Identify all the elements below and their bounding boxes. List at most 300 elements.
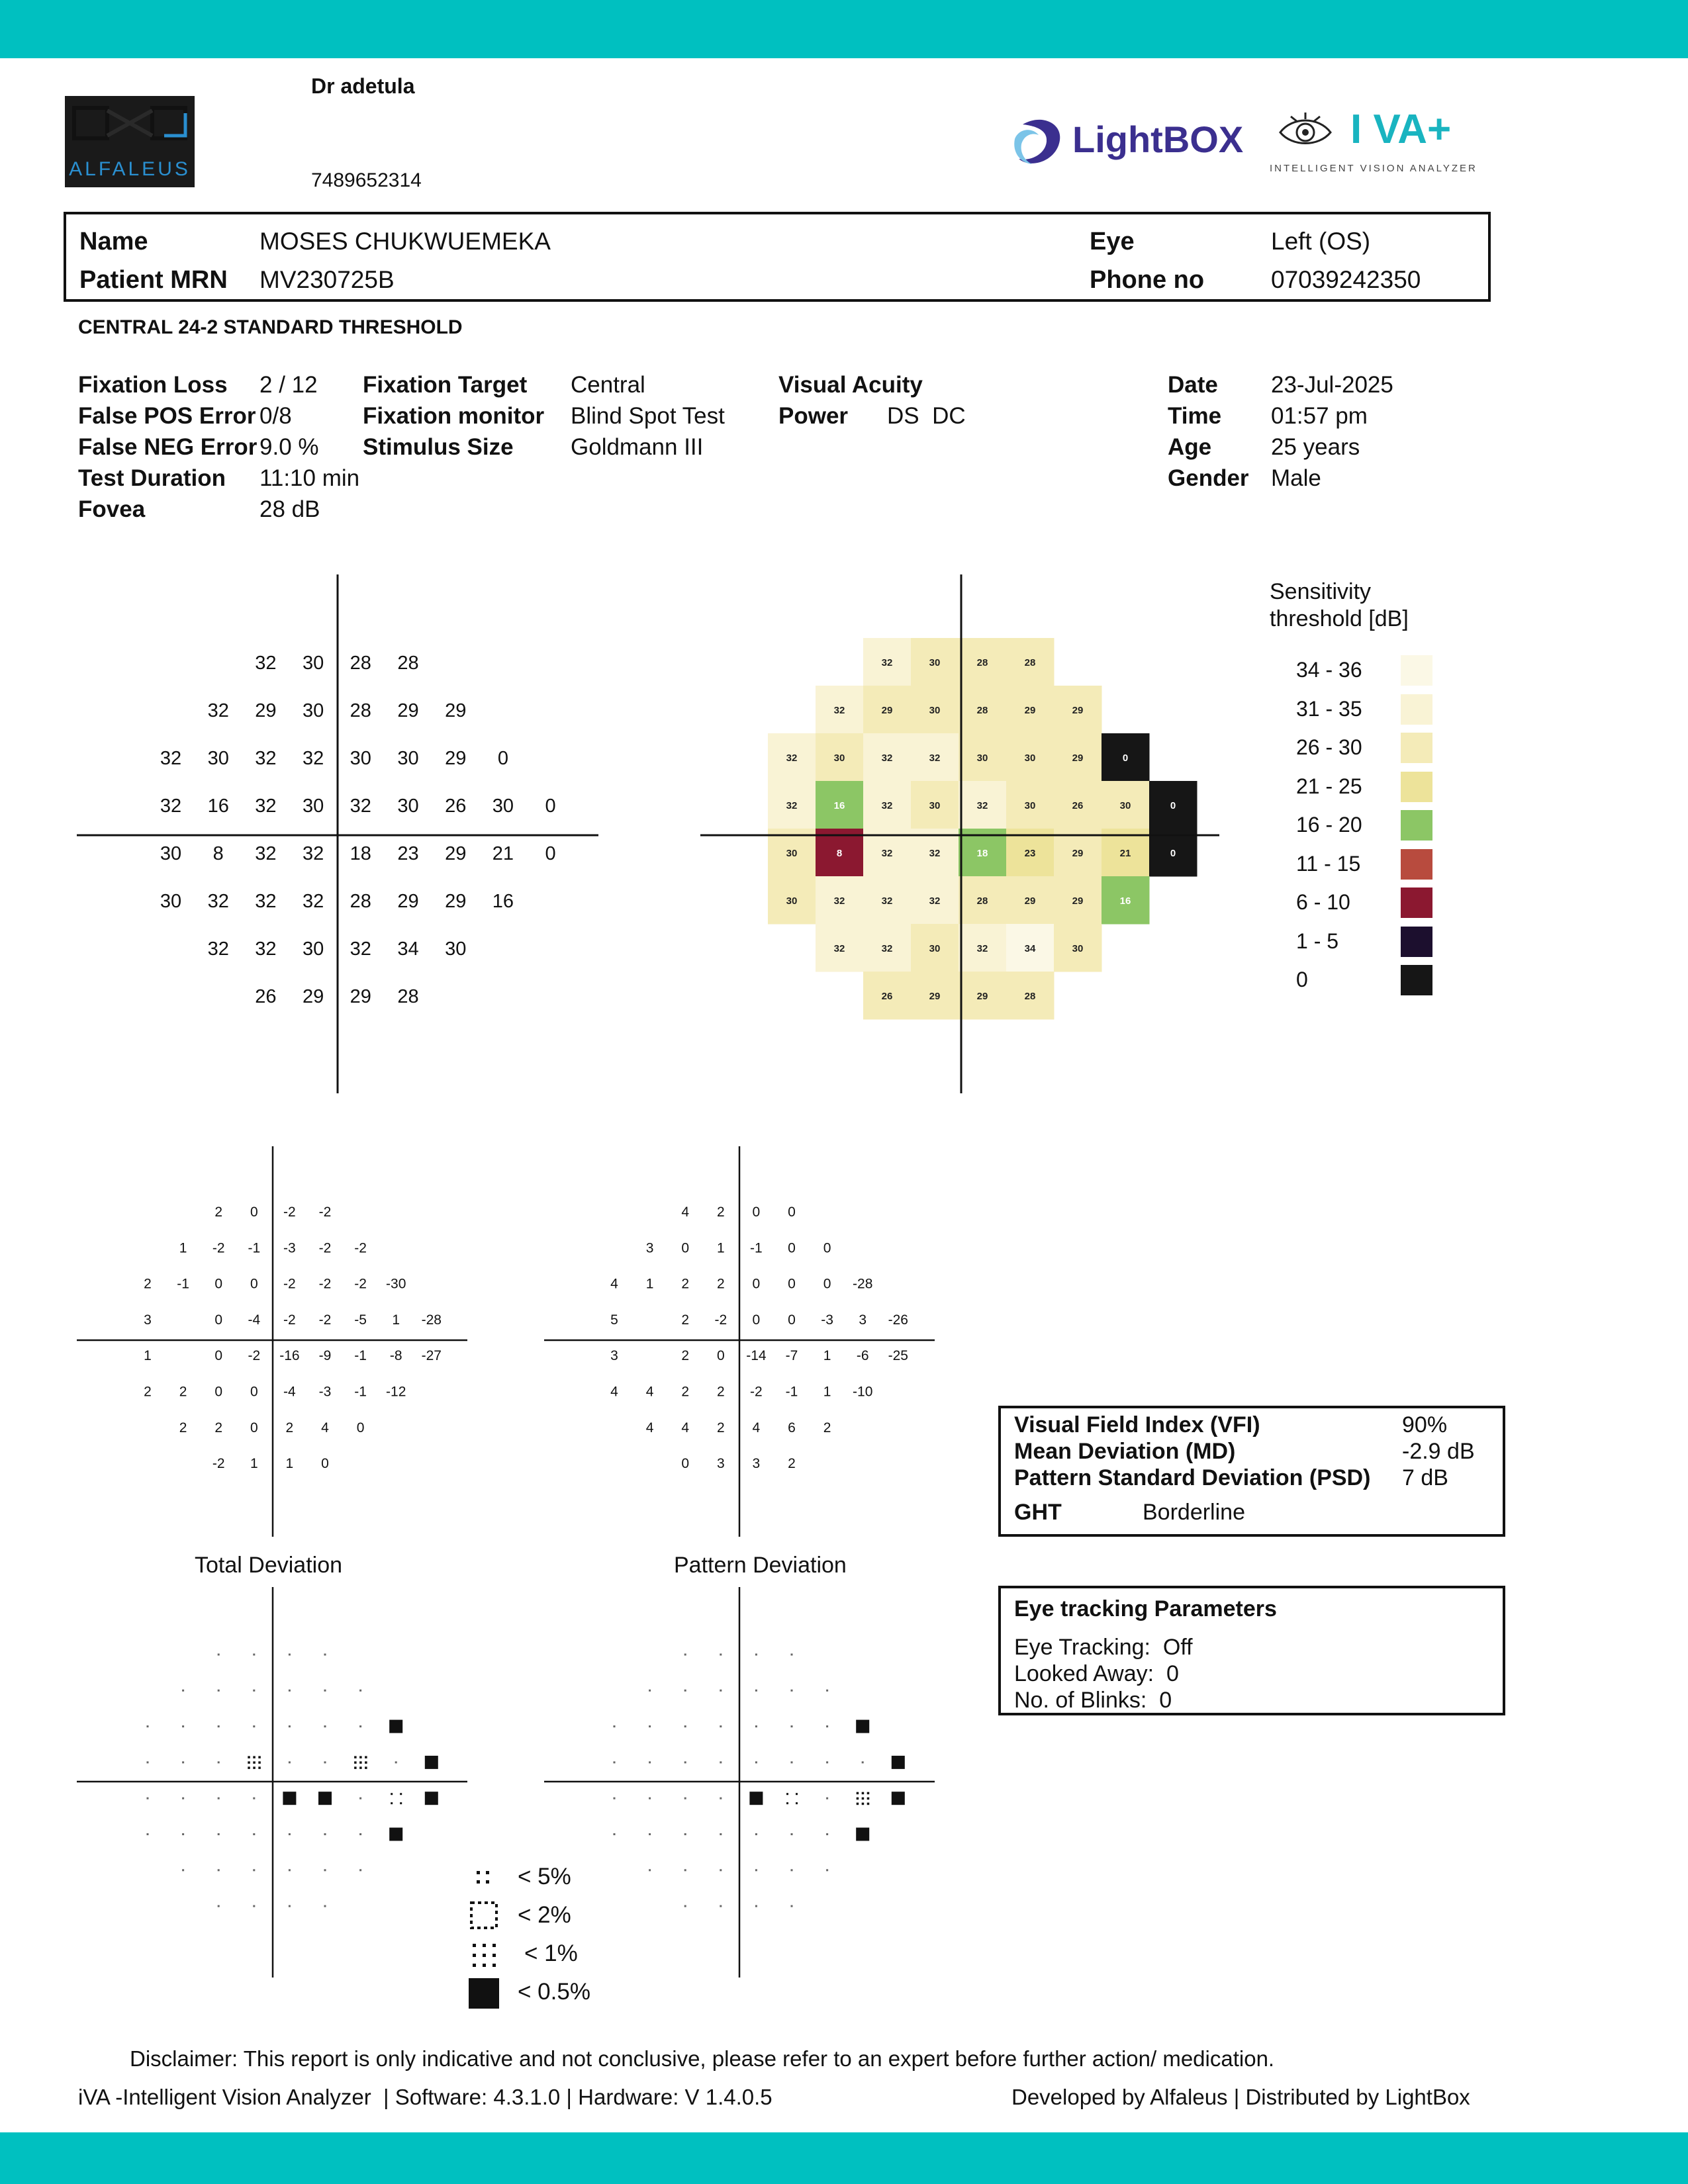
deviation-value: -10 — [853, 1384, 873, 1400]
deviation-value: -4 — [283, 1384, 296, 1400]
prob-1-symbol — [248, 1756, 261, 1769]
prob-legend-1-icon — [473, 1944, 496, 1967]
threshold-value: 32 — [207, 891, 229, 912]
deviation-value: 2 — [788, 1456, 796, 1472]
threshold-value: 32 — [302, 891, 324, 912]
deviation-value: 0 — [250, 1420, 258, 1435]
prob-dot — [324, 1905, 326, 1907]
prob-dot — [755, 1690, 757, 1692]
prob-dot — [147, 1833, 149, 1835]
gender-value: Male — [1271, 465, 1321, 491]
heatmap-value: 30 — [929, 943, 941, 954]
deviation-value: 6 — [788, 1420, 796, 1435]
heatmap-value: 26 — [1072, 800, 1084, 811]
prob-dot — [755, 1905, 757, 1907]
deviation-value: -2 — [283, 1276, 296, 1292]
deviation-value: 4 — [681, 1205, 690, 1220]
deviation-value: -2 — [318, 1276, 332, 1292]
prob-dot — [826, 1690, 828, 1692]
threshold-value: 32 — [160, 748, 182, 769]
looked-away: Looked Away: 0 — [1014, 1661, 1179, 1686]
deviation-value: 2 — [214, 1420, 223, 1435]
patient-mrn: MV230725B — [259, 266, 395, 293]
prob-dot — [826, 1761, 828, 1763]
ght-value: Borderline — [1143, 1500, 1245, 1525]
threshold-value: 30 — [302, 796, 324, 817]
prob-dot — [684, 1869, 686, 1871]
deviation-value: -3 — [283, 1240, 296, 1256]
threshold-value: 32 — [302, 843, 324, 864]
threshold-value: 29 — [350, 986, 371, 1007]
deviation-value: 0 — [788, 1205, 796, 1220]
prob-dot — [218, 1761, 220, 1763]
deviation-value: 0 — [681, 1456, 690, 1472]
deviation-value: 0 — [752, 1205, 761, 1220]
heatmap-value: 32 — [976, 943, 988, 954]
prob-dot — [826, 1869, 828, 1871]
deviation-value: 2 — [716, 1384, 725, 1400]
deviation-value: 2 — [214, 1205, 223, 1220]
name-label: Name — [79, 228, 148, 255]
prob-dot — [182, 1797, 184, 1799]
prob-dot — [182, 1833, 184, 1835]
prob-dot — [649, 1797, 651, 1799]
deviation-value: -2 — [354, 1240, 367, 1256]
heatmap-value: 21 — [1119, 848, 1131, 859]
fixation-loss-label: Fixation Loss — [78, 372, 228, 398]
heatmap-value: 29 — [881, 705, 893, 716]
prob-dot — [791, 1690, 793, 1692]
fixation-target-label: Fixation Target — [363, 372, 528, 398]
prob-legend-2: < 2% — [518, 1902, 571, 1928]
heatmap-value: 29 — [1072, 848, 1084, 859]
threshold-value: 32 — [350, 796, 371, 817]
threshold-value: 32 — [255, 653, 277, 674]
deviation-value: 1 — [285, 1456, 294, 1472]
heatmap-value: 29 — [1024, 705, 1036, 716]
prob-dot — [253, 1833, 255, 1835]
deviation-value: 0 — [681, 1240, 690, 1256]
threshold-value: 29 — [445, 748, 467, 769]
prob-dot — [359, 1725, 361, 1727]
threshold-value: 18 — [350, 843, 371, 864]
deviation-value: -1 — [248, 1240, 261, 1256]
legend-label: 11 - 15 — [1296, 851, 1361, 876]
threshold-value: 23 — [397, 843, 419, 864]
heatmap-value: 30 — [786, 895, 798, 907]
time-value: 01:57 pm — [1271, 403, 1368, 429]
heatmap-value: 30 — [929, 657, 941, 668]
threshold-value: 32 — [255, 938, 277, 960]
threshold-value: 29 — [445, 843, 467, 864]
deviation-value: 2 — [716, 1420, 725, 1435]
deviation-value: 4 — [752, 1420, 761, 1435]
deviation-value: 0 — [823, 1276, 831, 1292]
prob-1-symbol — [354, 1756, 367, 1769]
alfaleus-logo-text: ALFALEUS — [69, 158, 191, 180]
threshold-value: 32 — [350, 938, 371, 960]
prob-dot — [289, 1654, 291, 1656]
prob-dot — [395, 1761, 397, 1763]
prob-dot — [218, 1869, 220, 1871]
deviation-value: -4 — [248, 1312, 261, 1328]
heatmap-value: 30 — [929, 705, 941, 716]
prob-dot — [182, 1725, 184, 1727]
prob-dot — [755, 1654, 757, 1656]
deviation-value: 2 — [144, 1384, 152, 1400]
deviation-value: 0 — [356, 1420, 365, 1435]
deviation-value: -2 — [283, 1312, 296, 1328]
threshold-value: 32 — [207, 938, 229, 960]
heatmap-value: 16 — [1119, 895, 1131, 907]
deviation-value: 0 — [214, 1384, 223, 1400]
mrn-label: Patient MRN — [79, 266, 228, 294]
prob-dot — [684, 1905, 686, 1907]
prob-dot — [359, 1833, 361, 1835]
heatmap-value: 32 — [929, 895, 941, 907]
prob-dot — [791, 1833, 793, 1835]
pattern-deviation-caption: Pattern Deviation — [674, 1553, 847, 1578]
deviation-value: -2 — [248, 1348, 261, 1364]
patient-name: MOSES CHUKWUEMEKA — [259, 228, 551, 255]
deviation-value: 0 — [214, 1348, 223, 1364]
doctor-phone: 7489652314 — [311, 169, 422, 191]
threshold-value: 29 — [397, 700, 419, 721]
prob-dot — [218, 1797, 220, 1799]
deviation-value: 4 — [645, 1420, 654, 1435]
prob-05-square — [856, 1720, 869, 1733]
prob-05-square — [425, 1756, 438, 1769]
threshold-value: 0 — [497, 748, 508, 769]
threshold-value: 8 — [212, 843, 224, 864]
false-neg-label: False NEG Error — [78, 434, 258, 460]
legend-label: 6 - 10 — [1296, 890, 1350, 914]
heatmap-value: 30 — [1119, 800, 1131, 811]
deviation-value: -1 — [354, 1348, 367, 1364]
deviation-value: -28 — [421, 1312, 442, 1328]
threshold-value: 30 — [302, 653, 324, 674]
prob-dot — [720, 1797, 722, 1799]
prob-dot — [218, 1690, 220, 1692]
deviation-value: 1 — [250, 1456, 258, 1472]
deviation-value: -16 — [279, 1348, 300, 1364]
global-indices-box — [998, 1406, 1505, 1537]
stimulus-value: Goldmann III — [571, 434, 704, 460]
prob-dot — [324, 1761, 326, 1763]
deviation-value: 0 — [250, 1205, 258, 1220]
duration-label: Test Duration — [78, 465, 226, 491]
heatmap-value: 23 — [1024, 848, 1036, 859]
prob-dot — [289, 1761, 291, 1763]
prob-dot — [826, 1797, 828, 1799]
deviation-value: -2 — [354, 1276, 367, 1292]
eye-label: Eye — [1090, 228, 1135, 255]
legend-label: 26 - 30 — [1296, 735, 1362, 759]
deviation-value: -14 — [746, 1348, 767, 1364]
deviation-value: -12 — [386, 1384, 406, 1400]
deviation-value: 3 — [645, 1240, 654, 1256]
prob-5-symbol — [786, 1793, 798, 1804]
deviation-value: -1 — [785, 1384, 798, 1400]
heatmap-value: 30 — [786, 848, 798, 859]
threshold-value: 28 — [350, 700, 371, 721]
prob-05-square — [389, 1828, 402, 1841]
stimulus-label: Stimulus Size — [363, 434, 514, 460]
threshold-value: 30 — [397, 748, 419, 769]
eye-tracking-box — [998, 1586, 1505, 1715]
threshold-value: 32 — [207, 700, 229, 721]
prob-dot — [614, 1761, 616, 1763]
legend-label: 0 — [1296, 968, 1308, 991]
prob-dot — [182, 1869, 184, 1871]
lightbox-logo: LightBOX — [1072, 118, 1244, 160]
deviation-value: 2 — [681, 1348, 690, 1364]
prob-dot — [182, 1690, 184, 1692]
prob-dot — [147, 1725, 149, 1727]
threshold-value: 30 — [445, 938, 467, 960]
deviation-value: -9 — [318, 1348, 332, 1364]
blinks: No. of Blinks: 0 — [1014, 1688, 1172, 1713]
prob-dot — [720, 1690, 722, 1692]
deviation-value: 2 — [716, 1276, 725, 1292]
prob-dot — [324, 1690, 326, 1692]
prob-dot — [862, 1761, 864, 1763]
power-value: DS DC — [887, 403, 966, 429]
prob-dot — [359, 1690, 361, 1692]
deviation-value: -3 — [821, 1312, 833, 1328]
heatmap-value: 32 — [833, 705, 845, 716]
prob-legend-5-icon — [477, 1871, 489, 1884]
legend-label: 21 - 25 — [1296, 774, 1362, 798]
heatmap-value: 32 — [929, 752, 941, 764]
heatmap-value: 29 — [1024, 895, 1036, 907]
prob-dot — [720, 1725, 722, 1727]
prob-dot — [359, 1797, 361, 1799]
visual-acuity-label: Visual Acuity — [778, 372, 923, 398]
deviation-value: -27 — [421, 1348, 442, 1364]
deviation-value: 3 — [144, 1312, 152, 1328]
prob-5-symbol — [391, 1793, 402, 1804]
deviation-value: -1 — [750, 1240, 763, 1256]
deviation-value: 4 — [610, 1384, 618, 1400]
prob-dot — [253, 1869, 255, 1871]
prob-dot — [791, 1761, 793, 1763]
prob-dot — [289, 1869, 291, 1871]
prob-dot — [649, 1690, 651, 1692]
prob-dot — [720, 1761, 722, 1763]
deviation-value: -2 — [283, 1205, 296, 1220]
deviation-value: 3 — [610, 1348, 618, 1364]
prob-dot — [182, 1761, 184, 1763]
prob-dot — [253, 1905, 255, 1907]
false-pos-label: False POS Error — [78, 403, 256, 429]
prob-dot — [218, 1654, 220, 1656]
prob-05-square — [892, 1792, 905, 1805]
prob-dot — [720, 1905, 722, 1907]
prob-dot — [253, 1725, 255, 1727]
threshold-value: 28 — [350, 653, 371, 674]
prob-05-square — [749, 1792, 763, 1805]
md-value: -2.9 dB — [1402, 1439, 1475, 1464]
deviation-value: -7 — [785, 1348, 798, 1364]
prob-dot — [218, 1833, 220, 1835]
deviation-value: -2 — [212, 1456, 225, 1472]
threshold-value: 26 — [255, 986, 277, 1007]
threshold-value: 21 — [492, 843, 514, 864]
deviation-value: -2 — [212, 1240, 225, 1256]
deviation-value: 1 — [645, 1276, 654, 1292]
fovea-label: Fovea — [78, 496, 146, 522]
heatmap-value: 32 — [929, 848, 941, 859]
heatmap-value: 30 — [1024, 800, 1036, 811]
prob-dot — [755, 1833, 757, 1835]
prob-dot — [614, 1797, 616, 1799]
heatmap-value: 8 — [836, 848, 843, 859]
threshold-value: 34 — [397, 938, 419, 960]
heatmap-value: 0 — [1170, 848, 1176, 859]
deviation-value: 0 — [321, 1456, 329, 1472]
fixation-loss-value: 2 / 12 — [259, 372, 318, 398]
heatmap-value: 30 — [1072, 943, 1084, 954]
prob-dot — [614, 1833, 616, 1835]
prob-dot — [755, 1761, 757, 1763]
threshold-value: 30 — [302, 700, 324, 721]
threshold-value: 29 — [445, 891, 467, 912]
threshold-value: 16 — [492, 891, 514, 912]
prob-dot — [289, 1725, 291, 1727]
prob-dot — [826, 1833, 828, 1835]
deviation-value: 0 — [788, 1276, 796, 1292]
deviation-value: -25 — [888, 1348, 908, 1364]
prob-dot — [649, 1761, 651, 1763]
heatmap-value: 30 — [929, 800, 941, 811]
deviation-value: 0 — [716, 1348, 725, 1364]
threshold-value: 29 — [302, 986, 324, 1007]
heatmap-value: 29 — [976, 991, 988, 1002]
psd-value: 7 dB — [1402, 1465, 1448, 1490]
legend-label: 31 - 35 — [1296, 696, 1362, 721]
md-label: Mean Deviation (MD) — [1014, 1439, 1236, 1464]
deviation-value: 3 — [752, 1456, 761, 1472]
duration-value: 11:10 min — [259, 465, 360, 491]
threshold-value: 30 — [207, 748, 229, 769]
deviation-value: -1 — [177, 1276, 189, 1292]
deviation-value: 3 — [716, 1456, 725, 1472]
eye-value: Left (OS) — [1271, 228, 1371, 255]
prob-legend-05: < 0.5% — [518, 1979, 590, 2005]
deviation-value: 0 — [214, 1312, 223, 1328]
deviation-value: -5 — [354, 1312, 367, 1328]
heatmap-value: 29 — [929, 991, 941, 1002]
disclaimer: Disclaimer: This report is only indicative and not conclusive, please refer to an expert before further action/ medication. — [130, 2046, 1275, 2071]
heatmap-value: 30 — [976, 752, 988, 764]
phone-label: Phone no — [1090, 266, 1205, 294]
prob-dot — [289, 1833, 291, 1835]
deviation-value: 1 — [823, 1384, 831, 1400]
prob-dot — [684, 1761, 686, 1763]
phone-value: 07039242350 — [1271, 266, 1421, 293]
eye-tracking-status: Eye Tracking: Off — [1014, 1635, 1193, 1660]
deviation-value: -6 — [856, 1348, 869, 1364]
prob-05-square — [389, 1720, 402, 1733]
deviation-value: 2 — [681, 1384, 690, 1400]
gender-label: Gender — [1168, 465, 1249, 491]
deviation-value: 4 — [321, 1420, 329, 1435]
heatmap-value: 32 — [833, 943, 845, 954]
psd-label: Pattern Standard Deviation (PSD) — [1014, 1465, 1371, 1490]
deviation-value: -1 — [354, 1384, 367, 1400]
threshold-value: 0 — [545, 843, 556, 864]
prob-dot — [720, 1833, 722, 1835]
prob-dot — [253, 1654, 255, 1656]
test-title: CENTRAL 24-2 STANDARD THRESHOLD — [78, 316, 463, 338]
deviation-value: -2 — [318, 1240, 332, 1256]
prob-05-square — [283, 1792, 296, 1805]
deviation-value: 0 — [788, 1312, 796, 1328]
iva-tagline: INTELLIGENT VISION ANALYZER — [1270, 163, 1477, 174]
legend-label: 1 - 5 — [1296, 929, 1339, 953]
false-neg-value: 9.0 % — [259, 434, 319, 460]
threshold-value: 30 — [160, 843, 182, 864]
deviation-value: 2 — [681, 1312, 690, 1328]
heatmap-value: 32 — [976, 800, 988, 811]
threshold-value: 28 — [397, 986, 419, 1007]
heatmap-value: 32 — [786, 800, 798, 811]
prob-dot — [791, 1905, 793, 1907]
prob-dot — [791, 1654, 793, 1656]
heatmap-value: 28 — [976, 657, 988, 668]
legend-label: 16 - 20 — [1296, 813, 1362, 837]
prob-dot — [649, 1869, 651, 1871]
prob-dot — [324, 1725, 326, 1727]
threshold-value: 30 — [160, 891, 182, 912]
doctor-name: Dr adetula — [311, 74, 415, 98]
prob-dot — [147, 1797, 149, 1799]
prob-legend-1: < 1% — [524, 1940, 578, 1966]
deviation-value: -28 — [853, 1276, 873, 1292]
deviation-value: 0 — [250, 1384, 258, 1400]
heatmap-value: 32 — [881, 800, 893, 811]
fixation-target-value: Central — [571, 372, 645, 398]
legend-label: 34 - 36 — [1296, 658, 1362, 682]
heatmap-value: 32 — [881, 657, 893, 668]
threshold-value: 30 — [350, 748, 371, 769]
deviation-value: 2 — [144, 1276, 152, 1292]
fixation-monitor-value: Blind Spot Test — [571, 403, 725, 429]
deviation-value: -8 — [389, 1348, 402, 1364]
heatmap-value: 32 — [833, 895, 845, 907]
prob-dot — [253, 1797, 255, 1799]
threshold-value: 28 — [397, 653, 419, 674]
heatmap-value: 34 — [1024, 943, 1036, 954]
prob-dot — [289, 1690, 291, 1692]
deviation-value: 4 — [645, 1384, 654, 1400]
prob-dot — [289, 1905, 291, 1907]
deviation-value: 1 — [144, 1348, 152, 1364]
deviation-value: 0 — [752, 1276, 761, 1292]
heatmap-value: 16 — [833, 800, 845, 811]
heatmap-value: 28 — [1024, 991, 1036, 1002]
false-pos-value: 0/8 — [259, 403, 292, 429]
footer-software-info: iVA -Intelligent Vision Analyzer | Software: 4.3.1.0 | Hardware: V 1.4.0.5 — [78, 2085, 773, 2109]
prob-dot — [324, 1833, 326, 1835]
threshold-value: 32 — [302, 748, 324, 769]
prob-05-square — [318, 1792, 332, 1805]
prob-legend-2-icon — [471, 1903, 496, 1928]
deviation-value: 0 — [788, 1240, 796, 1256]
age-label: Age — [1168, 434, 1212, 460]
total-deviation-caption: Total Deviation — [195, 1553, 343, 1578]
